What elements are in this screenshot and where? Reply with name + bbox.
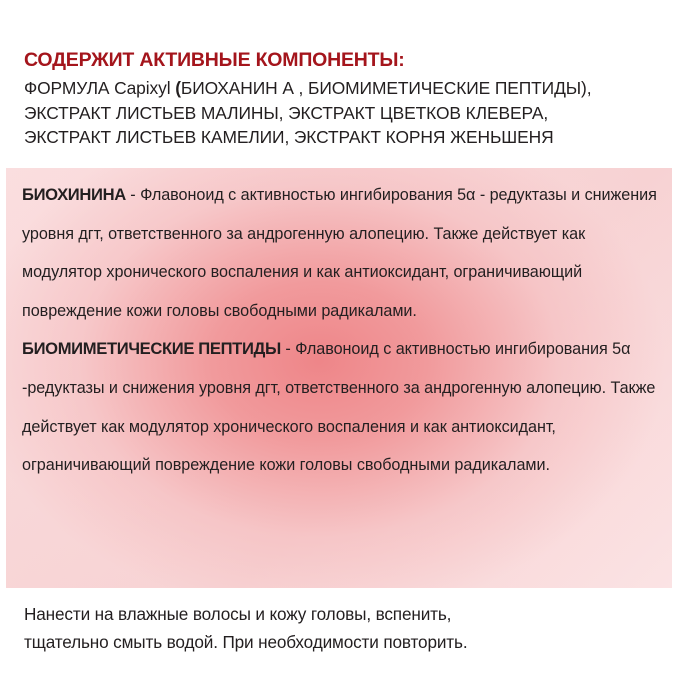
panel-paragraph-body-biomimetic-peptides: - Флавоноид с активностью ингибирования 5α -редуктазы и снижения уровня дгт, ответственного за андрогенную алопецию. Также действует как модулятор хронического воспаления и как антиоксидант, ограничивающий повреждение кожи головы свободными радикалами. — [22, 340, 656, 475]
ingredient-line-extracts-2 — [24, 125, 669, 150]
page-title: СОДЕРЖИТ АКТИВНЫЕ КОМПОНЕНТЫ: — [24, 49, 405, 71]
ingredient-line-bold-part: ( — [175, 78, 181, 98]
ingredient-line-extracts-1 — [24, 101, 669, 126]
usage-instruction-line-2: тщательно смыть водой. При необходимости повторить. — [24, 632, 468, 652]
panel-description-text — [22, 176, 662, 485]
ingredient-line-suffix: ЭКСТРАКТ ЛИСТЬЕВ МАЛИНЫ, ЭКСТРАКТ ЦВЕТКОВ КЛЕВЕРА, — [24, 102, 549, 123]
ingredient-line-formula — [24, 76, 669, 101]
panel-paragraph-lead-biomimetic-peptides: БИОМИМЕТИЧЕСКИЕ ПЕПТИДЫ — [22, 339, 281, 359]
active-ingredients-heading-block — [24, 48, 669, 150]
panel-paragraph-biomimetic-peptides — [22, 330, 662, 484]
pink-gradient-panel — [6, 168, 672, 588]
ingredient-line-suffix: ЭКСТРАКТ ЛИСТЬЕВ КАМЕЛИИ, ЭКСТРАКТ КОРНЯ ЖЕНЬШЕНЯ — [24, 127, 554, 147]
panel-paragraph-body-biochanin: - Флавоноид с активностью ингибирования 5α - редуктазы и снижения уровня дгт, ответственного за андрогенную алопецию. Также действует как модулятор хронического воспаления и как антиоксидант, ограничивающий повреждение кожи головы свободными радикалами. — [22, 186, 657, 320]
ingredient-line-suffix: БИОХАНИН А , БИОМИМЕТИЧЕСКИЕ ПЕПТИДЫ), — [180, 78, 592, 98]
usage-instruction-line-1: Нанести на влажные волосы и кожу головы, вспенить, — [24, 604, 452, 624]
usage-instructions-block — [24, 600, 669, 656]
panel-paragraph-lead-biochanin: БИОХИНИНА — [22, 185, 126, 204]
ingredient-line-prefix: ФОРМУЛА Capixyl — [24, 78, 176, 98]
panel-paragraph-biochanin — [22, 176, 662, 330]
